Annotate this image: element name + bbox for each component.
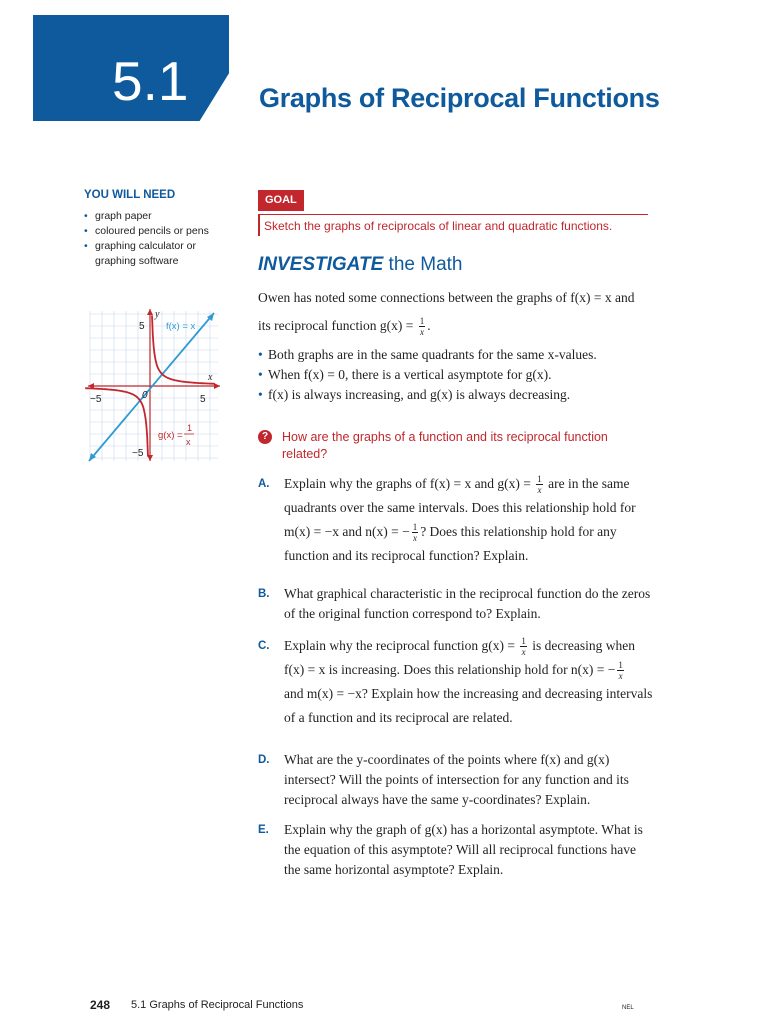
y-axis-label: y [155,309,160,320]
fraction-numerator: 1 [618,660,623,671]
part-c-line-2: f(x) = x is increasing. Does this relationship hold for n(x) = − [284,662,616,677]
investigate-heading [258,254,463,276]
goal-tag: GOAL [258,190,304,211]
part-a-line-4: function and its reciprocal function? Explain. [284,548,529,563]
part-label: B. [258,588,270,600]
part-text [284,472,653,568]
fraction-numerator: 1 [521,636,526,647]
part-b [258,584,653,624]
intro-line-2-end: . [427,318,431,333]
tick-label-y-top: 5 [139,321,145,332]
fraction-denominator: x [521,647,526,658]
fraction-numerator: 1 [412,522,418,533]
observation-list [258,345,653,405]
part-text [284,634,653,730]
key-question: How are the graphs of a function and its reciprocal function related? [282,430,608,461]
investigate-heading-bold: INVESTIGATE [258,254,384,275]
fraction [412,522,419,543]
part-d [258,750,653,810]
f-line [89,313,214,461]
part-a-line-3b: ? Does this relationship hold for any [420,524,617,539]
intro-line-2-text: its reciprocal function g(x) = [258,318,414,333]
list-item: • graph paper [84,209,224,224]
fraction-denominator: x [618,671,623,682]
g-label-numerator: 1 [187,423,193,433]
x-axis-arrow-right [214,383,220,389]
g-label-prefix: g(x) = [158,430,183,441]
x-axis-label: x [208,372,213,383]
list-item: • When f(x) = 0, there is a vertical asymptote for g(x). [258,365,653,385]
fraction [419,316,426,337]
part-c-line-1a: Explain why the reciprocal function g(x) = [284,638,516,653]
part-label: E. [258,824,269,836]
list-item: • coloured pencils or pens [84,224,224,239]
goal-rule [258,214,648,215]
part-label: C. [258,640,270,652]
publisher-mark: NEL [622,1005,634,1011]
goal-bar [258,214,260,236]
goal-text: Sketch the graphs of reciprocals of linear and quadratic functions. [264,219,613,233]
part-c [258,634,653,730]
part-e [258,820,653,880]
reciprocal-graph [84,305,224,465]
section-number: 5.1 [112,50,189,112]
part-a [258,472,653,568]
tick-label-x-left: −5 [90,394,102,405]
page-number: 248 [90,998,111,1012]
list-item: • graphing calculator or graphing software [84,239,224,269]
part-a-line-3a: m(x) = −x and n(x) = − [284,524,410,539]
part-text: Explain why the graph of g(x) has a horizontal asymptote. What is the equation of this asymptote? Will all reciprocal functions have the same horizontal asymptote? Explain. [284,822,643,877]
section-title: Graphs of Reciprocal Functions [259,83,660,113]
part-label: D. [258,754,270,766]
origin-label: 0 [142,390,148,401]
g-label-denominator: x [186,437,191,447]
part-c-line-1b: is decreasing when [532,638,636,653]
fraction-numerator: 1 [419,316,425,327]
f-label: f(x) = x [166,321,196,332]
investigate-heading-rest: the Math [383,254,463,275]
part-text: What are the y-coordinates of the points where f(x) and g(x) intersect? Will the points of intersection for any function and its reciprocal always have the same y-coordinates? Explain. [284,752,629,807]
fraction-denominator: x [419,327,424,338]
fraction-denominator: x [537,485,542,496]
fraction-numerator: 1 [537,474,542,485]
question-icon: ? [258,430,272,444]
fraction-denominator: x [412,533,417,544]
fraction [536,474,543,495]
intro-line-1: Owen has noted some connections between the graphs of f(x) = x and [258,290,635,305]
y-axis-arrow-top [147,309,153,315]
part-text: What graphical characteristic in the reciprocal function do the zeros of the original function correspond to? Explain. [284,586,651,621]
you-will-need-list [84,209,224,269]
part-c-line-4: of a function and its reciprocal are related. [284,710,513,725]
part-c-line-3: and m(x) = −x? Explain how the increasing and decreasing intervals [284,686,653,701]
tick-label-y-bottom: −5 [132,448,144,459]
list-item: • Both graphs are in the same quadrants for the same x-values. [258,345,653,365]
fraction [520,636,527,657]
part-a-line-2: quadrants over the same intervals. Does this relationship hold for [284,500,636,515]
list-item: • f(x) is always increasing, and g(x) is always decreasing. [258,385,653,405]
you-will-need-heading: YOU WILL NEED [84,189,176,201]
intro-line-2 [258,316,653,337]
tick-label-x-right: 5 [200,394,206,405]
footer-title: 5.1 Graphs of Reciprocal Functions [131,999,304,1011]
part-label: A. [258,478,270,490]
part-a-line-1b: are in the same [548,476,630,491]
part-a-line-1a: Explain why the graphs of f(x) = x and g(x) = [284,476,531,491]
fraction [617,660,624,681]
